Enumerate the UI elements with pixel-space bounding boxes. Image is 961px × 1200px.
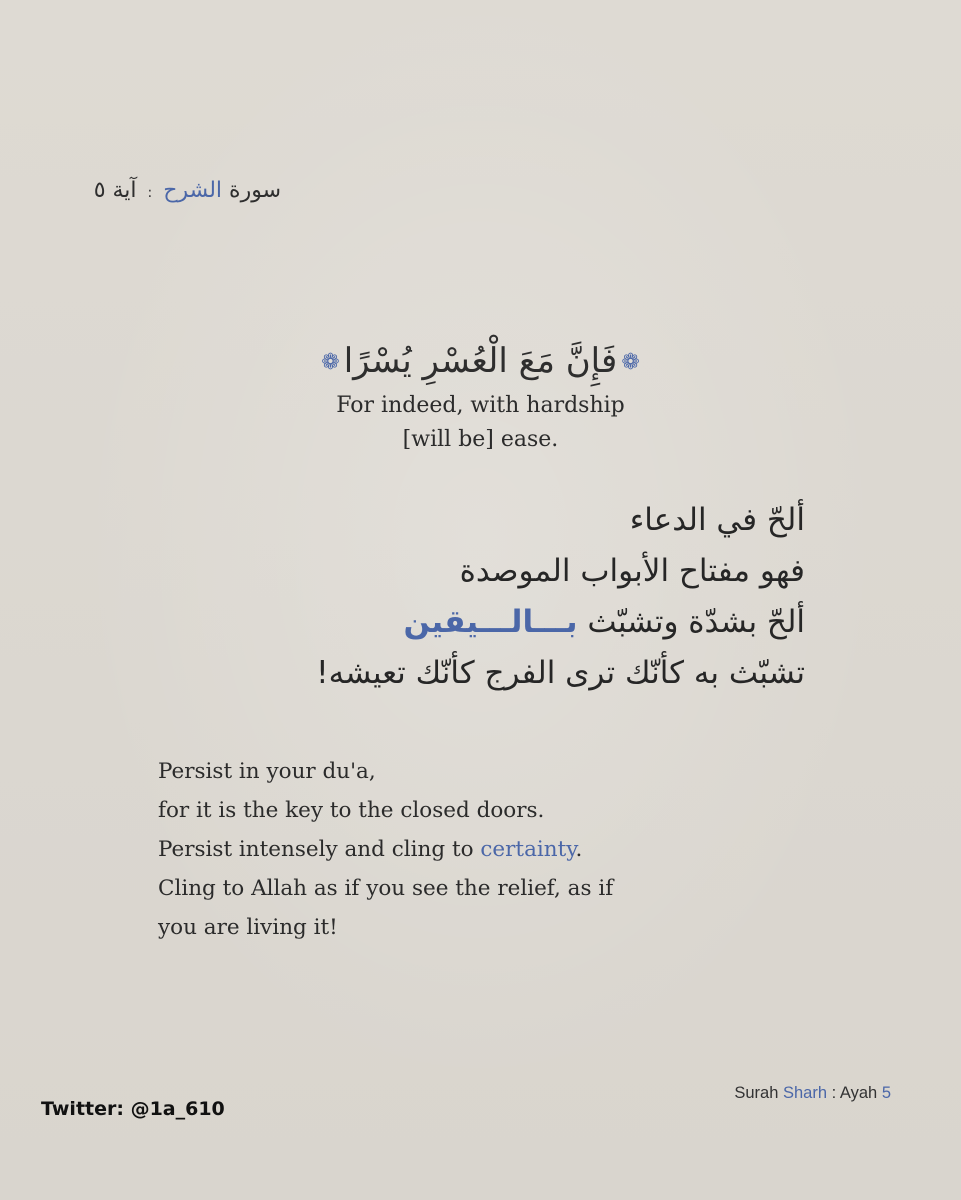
reflection-ar-line2: فهو مفتاح الأبواب الموصدة <box>459 553 805 589</box>
surah-reference-footer <box>734 1084 891 1103</box>
reflection-ar-line1: ألحّ في الدعاء <box>629 502 805 538</box>
surah-word: سورة <box>229 178 281 203</box>
verse-translation-line1: For indeed, with hardship <box>336 393 625 418</box>
verse-block <box>0 335 961 457</box>
verse-translation <box>0 389 961 457</box>
reflection-en-line5: you are living it! <box>158 915 338 940</box>
surah-header-arabic <box>94 178 281 203</box>
reflection-en-line3-suffix: . <box>575 837 583 862</box>
surah-name: الشرح <box>163 178 223 203</box>
reflection-en-line4: Cling to Allah as if you see the relief, as if <box>158 876 614 901</box>
footer-surah-label: Surah <box>734 1084 779 1102</box>
reflection-en-line3-prefix: Persist intensely and cling to <box>158 837 481 862</box>
header-separator: : <box>147 185 153 201</box>
reflection-ar-line3-prefix: ألحّ بشدّة وتشبّث <box>587 604 805 640</box>
reflection-ar-line4: تشبّث به كأنّك ترى الفرج كأنّك تعيشه! <box>316 655 805 691</box>
verse-arabic-line <box>0 335 961 389</box>
ayah-number: ٥ <box>93 178 106 203</box>
reflection-en-line2: for it is the key to the closed doors. <box>158 798 545 823</box>
reflection-en-line1: Persist in your du'a, <box>158 759 376 784</box>
verse-translation-line2: [will be] ease. <box>402 427 559 452</box>
reflection-arabic <box>316 495 805 699</box>
verse-arabic: فَإِنَّ مَعَ الْعُسْرِ يُسْرًا <box>343 341 618 381</box>
reflection-en-accent-word: certainty <box>480 837 576 862</box>
reflection-en-line3 <box>158 830 613 869</box>
footer-ayah-number: 5 <box>881 1084 891 1102</box>
ornament-left-icon: ❁ <box>321 350 340 375</box>
footer-separator: : <box>831 1084 837 1102</box>
ornament-right-icon: ❁ <box>621 350 640 375</box>
reflection-english <box>158 752 613 947</box>
footer-surah-name: Sharh <box>783 1084 828 1102</box>
reflection-ar-line3 <box>316 597 805 648</box>
twitter-handle: Twitter: @1a_610 <box>41 1098 225 1120</box>
ayah-word: آية <box>112 178 137 203</box>
reflection-ar-accent-word: بـــالـــيقين <box>403 604 578 640</box>
footer-ayah-label: Ayah <box>839 1084 878 1102</box>
